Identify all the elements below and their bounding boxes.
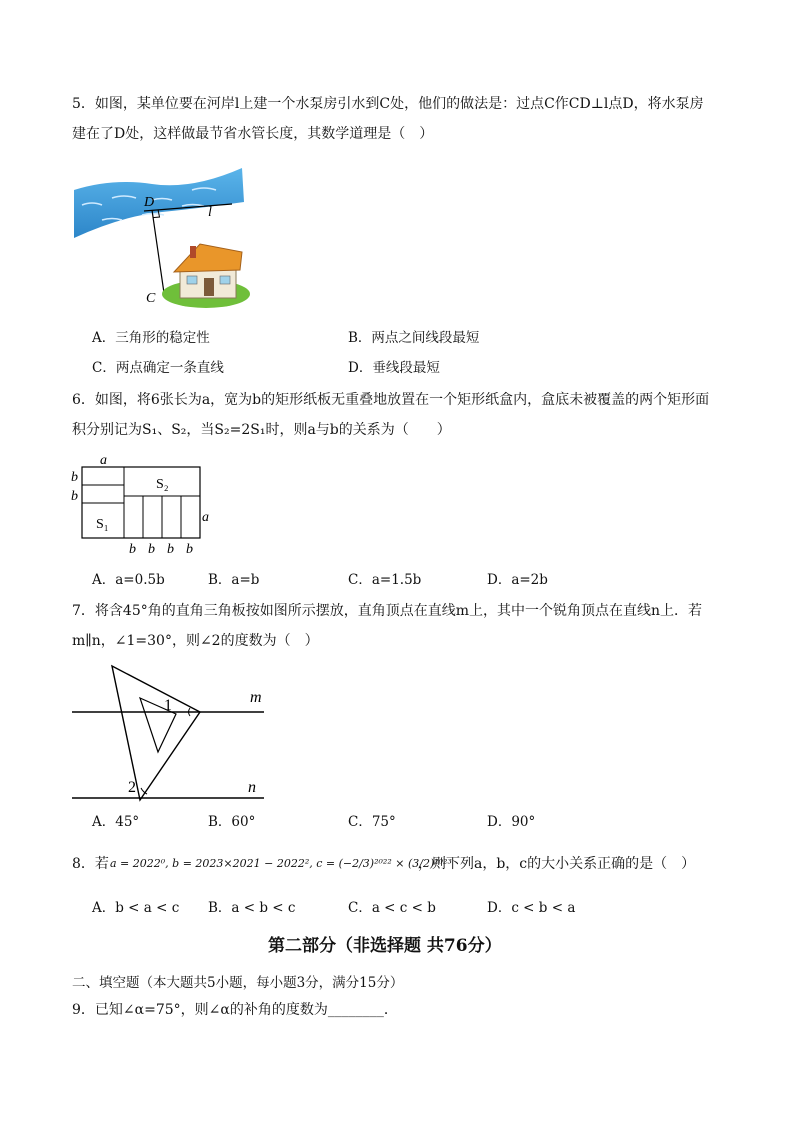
- q6-option-a: A．a=0.5b: [92, 572, 165, 588]
- label-a-right: a: [202, 510, 209, 525]
- label-b-bottom-2: b: [148, 542, 155, 557]
- label-b-bottom-4: b: [186, 542, 193, 557]
- q8-formula: a = 2022⁰, b = 2023×2021 − 2022², c = (−2/3)²⁰²² × (3/2)²⁰²³: [110, 857, 452, 870]
- q5-figure: [72, 160, 252, 310]
- q8-option-b: B．a < b < c: [208, 900, 296, 916]
- q5-option-a: A．三角形的稳定性: [92, 330, 210, 346]
- label-n: n: [248, 779, 256, 796]
- label-s2: S₂: [156, 477, 169, 492]
- label-b-bottom-3: b: [167, 542, 174, 557]
- q8-option-d: D．c < b < a: [487, 900, 576, 916]
- label-b-2: b: [71, 489, 78, 504]
- q6-option-b: B．a=b: [208, 572, 260, 588]
- q7-option-a: A．45°: [92, 814, 140, 830]
- q5-stem-line1: 5．如图，某单位要在河岸l上建一个水泵房引水到C处，他们的做法是：过点C作CD⊥l点D，将水泵房: [72, 96, 704, 112]
- segment-cd: [152, 210, 164, 293]
- label-l: l: [208, 205, 212, 220]
- q8-option-a: A．b < a < c: [92, 900, 180, 916]
- q8-stem-suffix: ，则下列a，b，c的大小关系正确的是（ ）: [418, 856, 696, 872]
- q7-stem-line2: m∥n，∠1=30°，则∠2的度数为（ ）: [72, 633, 319, 649]
- label-angle-1: 1: [164, 697, 172, 714]
- q7-figure: [72, 660, 272, 805]
- label-b-bottom-1: b: [129, 542, 136, 557]
- label-m: m: [250, 689, 262, 706]
- q8-option-c: C．a < c < b: [348, 900, 436, 916]
- label-a-top: a: [100, 453, 107, 468]
- q6-stem-line2: 积分别记为S₁、S₂，当S₂=2S₁时，则a与b的关系为（ ）: [72, 422, 451, 438]
- q7-option-b: B．60°: [208, 814, 256, 830]
- q5-option-c: C．两点确定一条直线: [92, 360, 224, 376]
- part2-title: 第二部分（非选择题 共76分）: [268, 936, 502, 956]
- label-s1: S₁: [96, 517, 109, 532]
- q7-option-d: D．90°: [487, 814, 536, 830]
- q5-option-d: D．垂线段最短: [348, 360, 440, 376]
- label-d: D: [144, 195, 155, 210]
- q6-option-d: D．a=2b: [487, 572, 548, 588]
- house-roof: [174, 244, 242, 272]
- section-fill-in: 二、填空题（本大题共5小题，每小题3分，满分15分）: [72, 975, 404, 991]
- q7-stem-line1: 7．将含45°角的直角三角板按如图所示摆放，直角顶点在直线m上，其中一个锐角顶点在直线n上．若: [72, 603, 703, 619]
- q8-stem-prefix: 8．若: [72, 856, 109, 872]
- river-water: [74, 168, 244, 238]
- label-angle-2: 2: [128, 779, 136, 796]
- q6-figure: [66, 450, 226, 562]
- q6-option-c: C．a=1.5b: [348, 572, 422, 588]
- q6-stem-line1: 6．如图，将6张长为a，宽为b的矩形纸板无重叠地放置在一个矩形纸盒内，盒底未被覆盖的两个矩形面: [72, 392, 710, 408]
- triangle-ruler: [112, 666, 200, 800]
- label-c: C: [146, 291, 156, 306]
- q5-option-b: B．两点之间线段最短: [348, 330, 480, 346]
- q5-stem-line2: 建在了D处，这样做最节省水管长度，其数学道理是（ ）: [72, 126, 434, 142]
- q9-stem: 9．已知∠α=75°，则∠α的补角的度数为________．: [72, 1002, 398, 1018]
- label-b-1: b: [71, 470, 78, 485]
- q7-option-c: C．75°: [348, 814, 396, 830]
